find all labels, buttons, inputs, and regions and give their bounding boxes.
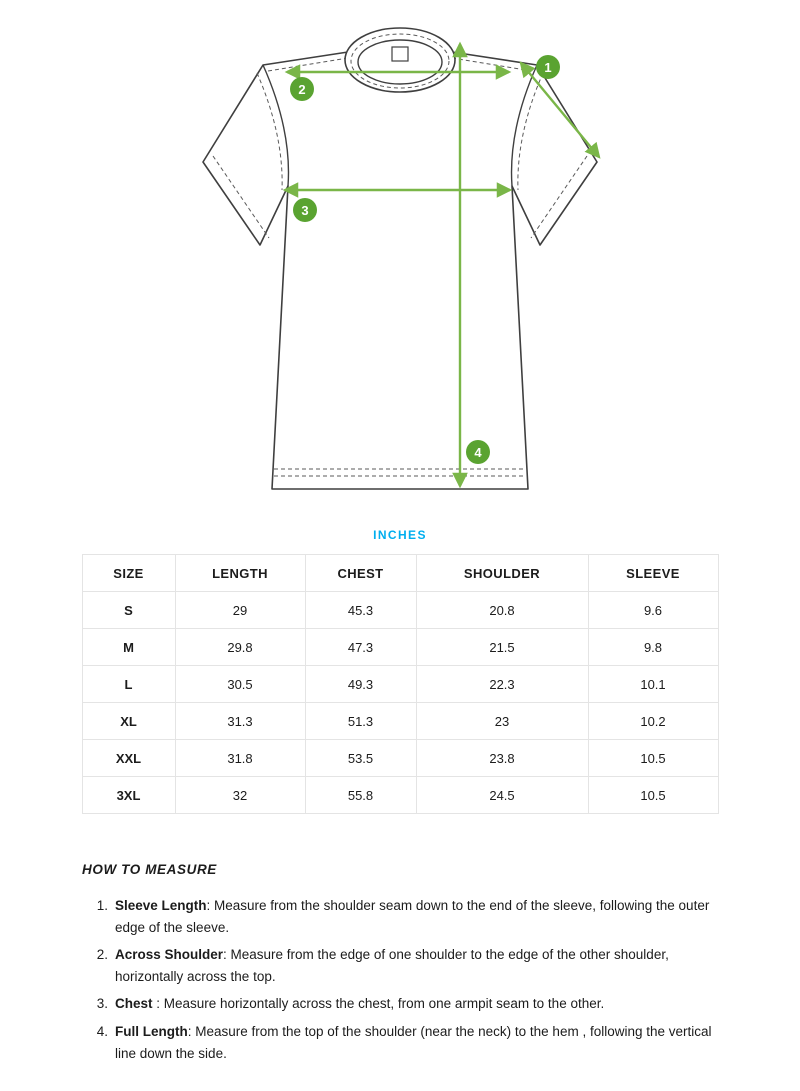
cell-sleeve: 9.6 xyxy=(588,592,718,629)
measure-term: Full Length xyxy=(115,1023,188,1039)
cell-sleeve: 10.2 xyxy=(588,703,718,740)
cell-length: 31.8 xyxy=(175,740,305,777)
measure-description: : Measure from the edge of one shoulder to the edge of the other shoulder, horizontally across the top. xyxy=(115,947,669,984)
cell-length: 29.8 xyxy=(175,629,305,666)
col-header-length: LENGTH xyxy=(175,555,305,592)
how-to-measure-section xyxy=(82,862,718,1064)
cell-chest: 47.3 xyxy=(305,629,416,666)
item-number: 2. xyxy=(96,947,108,963)
measure-instruction-1 xyxy=(82,895,718,938)
cell-size: L xyxy=(82,666,175,703)
measure-badge-4 xyxy=(466,440,490,464)
cell-shoulder: 23 xyxy=(416,703,588,740)
measure-term: Sleeve Length xyxy=(115,898,207,913)
col-header-chest: CHEST xyxy=(305,555,416,592)
cell-length: 29 xyxy=(175,592,305,629)
cell-chest: 51.3 xyxy=(305,703,416,740)
cell-sleeve: 10.5 xyxy=(588,777,718,814)
cell-size: XXL xyxy=(82,740,175,777)
tshirt-diagram xyxy=(0,0,800,518)
cell-sleeve: 9.8 xyxy=(588,629,718,666)
cell-size: 3XL xyxy=(82,777,175,814)
size-chart-table xyxy=(82,554,719,814)
item-text xyxy=(115,944,718,987)
cell-shoulder: 21.5 xyxy=(416,629,588,666)
measure-badge-2 xyxy=(290,77,314,101)
cell-shoulder: 23.8 xyxy=(416,740,588,777)
table-row-m xyxy=(82,629,718,666)
measure-term: Chest xyxy=(115,996,153,1012)
table-row-3xl xyxy=(82,777,718,814)
neck-tag xyxy=(392,47,408,61)
col-header-sleeve: SLEEVE xyxy=(588,555,718,592)
item-number: 3. xyxy=(96,996,108,1012)
tshirt-svg xyxy=(0,0,800,518)
measure-instruction-4 xyxy=(82,1021,718,1064)
tshirt-body-outline xyxy=(203,52,597,489)
cell-chest: 55.8 xyxy=(305,777,416,814)
cell-size: XL xyxy=(82,703,175,740)
measure-badge-3 xyxy=(293,198,317,222)
item-text xyxy=(115,1021,718,1064)
badge-1-number: 1 xyxy=(544,60,552,75)
table-row-xl xyxy=(82,703,718,740)
measure-description: : Measure from the top of the shoulder (near the neck) to the hem , following the vertical line down the side. xyxy=(115,1023,712,1061)
cell-shoulder: 20.8 xyxy=(416,592,588,629)
cell-size: M xyxy=(82,629,175,666)
item-number: 1. xyxy=(96,898,108,913)
badge-4-number: 4 xyxy=(474,445,482,460)
item-text xyxy=(115,895,718,938)
cell-length: 32 xyxy=(175,777,305,814)
cell-chest: 49.3 xyxy=(305,666,416,703)
item-number: 4. xyxy=(96,1023,108,1039)
measure-term: Across Shoulder xyxy=(115,947,224,963)
cell-size: S xyxy=(82,592,175,629)
col-header-shoulder: SHOULDER xyxy=(416,555,588,592)
table-row-s xyxy=(82,592,718,629)
cell-chest: 45.3 xyxy=(305,592,416,629)
unit-label: INCHES xyxy=(373,528,427,542)
cell-shoulder: 24.5 xyxy=(416,777,588,814)
cell-length: 31.3 xyxy=(175,703,305,740)
item-text xyxy=(115,993,718,1015)
measure-description: : Measure horizontally across the chest, from one armpit seam to the other. xyxy=(152,996,605,1012)
cell-sleeve: 10.1 xyxy=(588,666,718,703)
how-to-measure-title: HOW TO MEASURE xyxy=(82,862,217,877)
table-row-xxl xyxy=(82,740,718,777)
measure-instruction-2 xyxy=(82,944,718,987)
cell-sleeve: 10.5 xyxy=(588,740,718,777)
measure-description: : Measure from the shoulder seam down to the end of the sleeve, following the outer edge of the sleeve. xyxy=(115,898,710,935)
badge-3-number: 3 xyxy=(301,203,309,218)
col-header-size: SIZE xyxy=(82,555,175,592)
measure-badge-1 xyxy=(536,55,560,79)
cell-length: 30.5 xyxy=(175,666,305,703)
cell-chest: 53.5 xyxy=(305,740,416,777)
cell-shoulder: 22.3 xyxy=(416,666,588,703)
table-row-l xyxy=(82,666,718,703)
measure-instruction-3 xyxy=(82,993,718,1015)
badge-2-number: 2 xyxy=(298,82,306,97)
table-header-row xyxy=(82,555,718,592)
